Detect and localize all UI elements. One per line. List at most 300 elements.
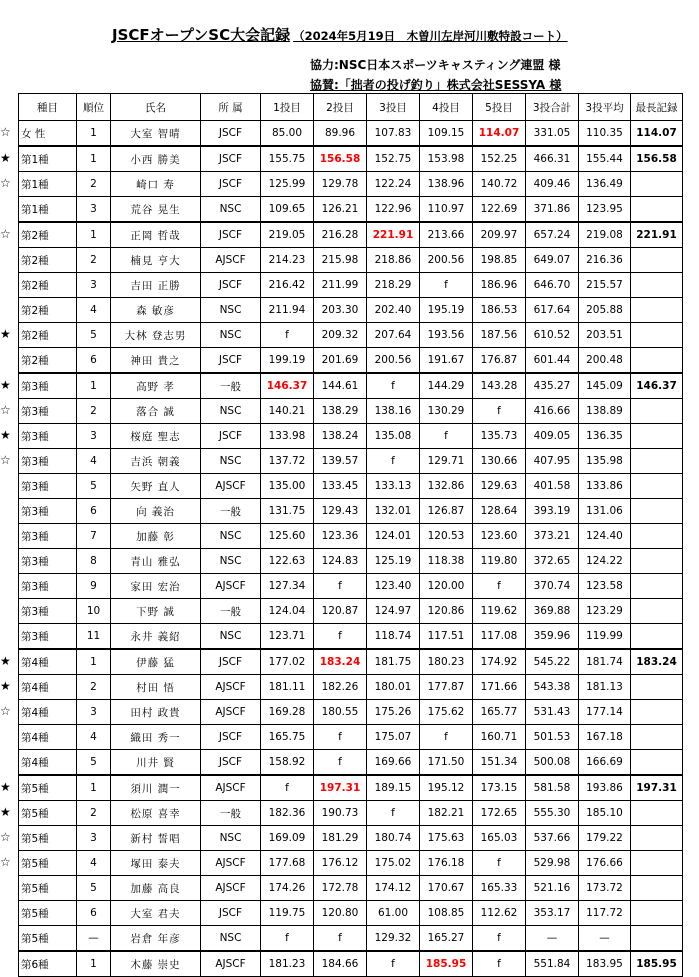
cell-throw-5: 173.15 (473, 775, 526, 801)
cell-sum3: 401.58 (526, 474, 579, 499)
page-title: JSCFオープンSC大会記録 (112, 26, 291, 44)
cell-sum3: 601.44 (526, 348, 579, 374)
col-header-category: 種目 (19, 94, 77, 121)
cell-best (631, 172, 683, 197)
cell-throw-1: 181.23 (261, 951, 314, 977)
cell-throw-4: 213.66 (420, 222, 473, 248)
cell-category (19, 951, 77, 977)
cell-category (0, 121, 77, 147)
cell-throw-1: 177.02 (261, 649, 314, 675)
cell-category (19, 599, 77, 624)
outline-star-icon: ☆ (0, 704, 11, 718)
cell-category (0, 146, 77, 172)
cell-avg3: 133.86 (579, 474, 631, 499)
cell-name: 荒谷 晃生 (111, 197, 201, 223)
cell-sum3: 372.65 (526, 549, 579, 574)
cell-rank: 1 (77, 222, 111, 248)
cell-rank: 5 (77, 474, 111, 499)
cell-affiliation: NSC (201, 399, 261, 424)
cell-avg3: 123.95 (579, 197, 631, 223)
cell-avg3: 117.72 (579, 901, 631, 926)
cell-throw-4: 138.96 (420, 172, 473, 197)
cell-name: 大室 君夫 (111, 901, 201, 926)
cell-best: 197.31 (631, 775, 683, 801)
cell-throw-1: 146.37 (261, 373, 314, 399)
cell-avg3: 200.48 (579, 348, 631, 374)
cell-category (19, 273, 77, 298)
cell-rank: 2 (77, 675, 111, 700)
cell-throw-2: 133.45 (314, 474, 367, 499)
cell-rank: 1 (77, 951, 111, 977)
cell-throw-2: 176.12 (314, 851, 367, 876)
table-row (19, 826, 683, 851)
cell-throw-1: 219.05 (261, 222, 314, 248)
cell-throw-1: 199.19 (261, 348, 314, 374)
cell-best (631, 599, 683, 624)
cell-throw-3: 218.29 (367, 273, 420, 298)
cell-best (631, 248, 683, 273)
cell-throw-2: 197.31 (314, 775, 367, 801)
cell-throw-1: 135.00 (261, 474, 314, 499)
cell-throw-3: 122.96 (367, 197, 420, 223)
cell-rank: 11 (77, 624, 111, 650)
cell-name: 正岡 哲哉 (111, 222, 201, 248)
table-row (19, 801, 683, 826)
cell-throw-3: 107.83 (367, 121, 420, 147)
table-row (19, 298, 683, 323)
cell-throw-3: 189.15 (367, 775, 420, 801)
cell-best (631, 524, 683, 549)
cell-throw-4: 108.85 (420, 901, 473, 926)
outline-star-icon: ☆ (0, 125, 11, 139)
cell-category (19, 474, 77, 499)
cell-rank: 3 (77, 700, 111, 725)
cell-sum3: 545.22 (526, 649, 579, 675)
filled-star-icon: ★ (0, 378, 11, 392)
col-header-affiliation: 所 属 (201, 94, 261, 121)
cell-throw-3: 180.74 (367, 826, 420, 851)
cell-avg3: 136.35 (579, 424, 631, 449)
cell-throw-4: 165.27 (420, 926, 473, 952)
cell-name: 伊藤 猛 (111, 649, 201, 675)
cell-avg3: 203.51 (579, 323, 631, 348)
cell-throw-5: 165.03 (473, 826, 526, 851)
table-row (19, 222, 683, 248)
cell-throw-4: 118.38 (420, 549, 473, 574)
cell-affiliation: AJSCF (201, 775, 261, 801)
cell-rank: 6 (77, 348, 111, 374)
filled-star-icon: ★ (0, 780, 11, 794)
table-row (19, 700, 683, 725)
cell-throw-2: 129.78 (314, 172, 367, 197)
cell-throw-1: 181.11 (261, 675, 314, 700)
cell-throw-1: 174.26 (261, 876, 314, 901)
cell-throw-3: 152.75 (367, 146, 420, 172)
cell-affiliation: NSC (201, 298, 261, 323)
page-subtitle: （2024年5月19日 木曽川左岸河川敷特設コート） (293, 29, 568, 43)
filled-star-icon: ★ (0, 679, 11, 693)
cell-category (0, 851, 77, 876)
cell-throw-5: 143.28 (473, 373, 526, 399)
cell-throw-3: 175.02 (367, 851, 420, 876)
cell-rank: 2 (77, 399, 111, 424)
category-label: 第3種 (21, 630, 49, 643)
cell-category (19, 574, 77, 599)
cell-throw-2: 156.58 (314, 146, 367, 172)
cell-sum3: 500.08 (526, 750, 579, 776)
cell-avg3: 205.88 (579, 298, 631, 323)
cell-throw-2: 216.28 (314, 222, 367, 248)
cell-affiliation: JSCF (201, 222, 261, 248)
cell-rank: 4 (77, 725, 111, 750)
filled-star-icon: ★ (0, 151, 11, 165)
cell-throw-2: 144.61 (314, 373, 367, 399)
cell-throw-3: 175.26 (367, 700, 420, 725)
table-row (19, 649, 683, 675)
cell-throw-2: f (314, 574, 367, 599)
cell-rank: 5 (77, 323, 111, 348)
table-row (19, 675, 683, 700)
cell-throw-5: 186.96 (473, 273, 526, 298)
cell-throw-2: 139.57 (314, 449, 367, 474)
cell-best (631, 725, 683, 750)
cell-best (631, 700, 683, 725)
cell-throw-1: 158.92 (261, 750, 314, 776)
cell-rank: 2 (77, 248, 111, 273)
cell-affiliation: AJSCF (201, 474, 261, 499)
cell-affiliation: JSCF (201, 121, 261, 147)
category-label: 第4種 (21, 756, 49, 769)
cell-throw-1: 119.75 (261, 901, 314, 926)
cell-best: 146.37 (631, 373, 683, 399)
cell-sum3: 657.24 (526, 222, 579, 248)
cell-name: 大室 智晴 (111, 121, 201, 147)
cell-sum3: 416.66 (526, 399, 579, 424)
cell-category (19, 876, 77, 901)
cell-throw-1: 122.63 (261, 549, 314, 574)
category-label: 第3種 (21, 580, 49, 593)
col-header-avg3: 3投平均 (579, 94, 631, 121)
cell-name: 落合 誠 (111, 399, 201, 424)
cell-avg3: 219.08 (579, 222, 631, 248)
cell-sum3: 537.66 (526, 826, 579, 851)
cell-throw-1: 177.68 (261, 851, 314, 876)
cell-best (631, 750, 683, 776)
cell-throw-3: f (367, 449, 420, 474)
category-label: 第4種 (21, 681, 49, 694)
cell-throw-4: 120.00 (420, 574, 473, 599)
cell-throw-3: 175.07 (367, 725, 420, 750)
outline-star-icon: ☆ (0, 453, 11, 467)
category-label: 第5種 (21, 907, 49, 920)
cell-throw-1: 169.28 (261, 700, 314, 725)
cell-throw-3: f (367, 373, 420, 399)
table-row (19, 574, 683, 599)
cell-throw-4: 182.21 (420, 801, 473, 826)
cell-throw-2: 215.98 (314, 248, 367, 273)
category-label: 第4種 (21, 656, 49, 669)
cell-best (631, 499, 683, 524)
cell-throw-1: 182.36 (261, 801, 314, 826)
cell-affiliation: AJSCF (201, 700, 261, 725)
cell-category (0, 700, 77, 725)
cell-throw-1: 127.34 (261, 574, 314, 599)
cell-throw-4: 175.62 (420, 700, 473, 725)
cell-name: 新村 誓唱 (111, 826, 201, 851)
cell-best (631, 801, 683, 826)
cell-throw-3: 202.40 (367, 298, 420, 323)
cell-avg3: 185.10 (579, 801, 631, 826)
cell-name: 矢野 直人 (111, 474, 201, 499)
outline-star-icon: ☆ (0, 176, 11, 190)
cell-rank: 1 (77, 373, 111, 399)
category-label: 第1種 (21, 178, 49, 191)
cell-best (631, 474, 683, 499)
cell-best: 185.95 (631, 951, 683, 977)
category-label: 第2種 (21, 354, 49, 367)
category-label: 第5種 (21, 782, 49, 795)
cell-rank: 6 (77, 499, 111, 524)
table-row (19, 549, 683, 574)
cell-best (631, 876, 683, 901)
cell-name: 桜庭 聖志 (111, 424, 201, 449)
cell-throw-3: 221.91 (367, 222, 420, 248)
cell-avg3: 110.35 (579, 121, 631, 147)
cell-name: 小西 勝美 (111, 146, 201, 172)
cell-name: 青山 雅弘 (111, 549, 201, 574)
table-row (19, 775, 683, 801)
sponsor-credit: 協賛:「拙者の投げ釣り」株式会社SESSYA 様 (310, 78, 562, 92)
cell-throw-5: 123.60 (473, 524, 526, 549)
cell-throw-4: 117.51 (420, 624, 473, 650)
cell-rank: 8 (77, 549, 111, 574)
table-row (19, 499, 683, 524)
cell-avg3: 173.72 (579, 876, 631, 901)
table-row (19, 399, 683, 424)
cell-avg3: 136.49 (579, 172, 631, 197)
table-row (19, 197, 683, 223)
cell-best: 183.24 (631, 649, 683, 675)
cell-throw-2: 172.78 (314, 876, 367, 901)
cell-throw-3: 133.13 (367, 474, 420, 499)
category-label: 第3種 (21, 455, 49, 468)
filled-star-icon: ★ (0, 428, 11, 442)
cell-throw-5: f (473, 951, 526, 977)
cell-name: 永井 義紹 (111, 624, 201, 650)
cell-affiliation: NSC (201, 926, 261, 952)
cell-affiliation: AJSCF (201, 574, 261, 599)
cell-throw-5: 187.56 (473, 323, 526, 348)
cell-affiliation: JSCF (201, 172, 261, 197)
cell-category (0, 222, 77, 248)
cell-throw-4: 110.97 (420, 197, 473, 223)
cell-name: 川井 賢 (111, 750, 201, 776)
cell-sum3: — (526, 926, 579, 952)
cell-affiliation: NSC (201, 449, 261, 474)
records-table (0, 93, 683, 977)
cell-throw-5: 119.62 (473, 599, 526, 624)
category-label: 第5種 (21, 932, 49, 945)
cell-category (0, 449, 77, 474)
category-label: 第3種 (21, 480, 49, 493)
cell-sum3: 649.07 (526, 248, 579, 273)
cell-throw-4: 195.12 (420, 775, 473, 801)
cell-throw-2: 180.55 (314, 700, 367, 725)
cell-sum3: 407.95 (526, 449, 579, 474)
cell-avg3: 135.98 (579, 449, 631, 474)
cell-throw-4: 180.23 (420, 649, 473, 675)
cell-throw-4: 175.63 (420, 826, 473, 851)
table-row (19, 524, 683, 549)
cell-rank: 3 (77, 273, 111, 298)
cooperation-credit: 協力:NSC日本スポーツキャスティング連盟 様 (310, 58, 561, 72)
cell-category (19, 197, 77, 223)
table-row (19, 725, 683, 750)
table-row (19, 851, 683, 876)
category-label: 第3種 (21, 405, 49, 418)
cell-best (631, 624, 683, 650)
cell-best (631, 197, 683, 223)
cell-category (19, 725, 77, 750)
cell-avg3: 124.22 (579, 549, 631, 574)
cell-throw-4: 129.71 (420, 449, 473, 474)
cell-sum3: 373.21 (526, 524, 579, 549)
cell-sum3: 521.16 (526, 876, 579, 901)
cell-category (0, 775, 77, 801)
col-header-throw2: 2投目 (314, 94, 367, 121)
cell-throw-3: 169.66 (367, 750, 420, 776)
cell-rank: 1 (77, 121, 111, 147)
category-label: 第5種 (21, 882, 49, 895)
cell-throw-4: f (420, 273, 473, 298)
cell-affiliation: AJSCF (201, 675, 261, 700)
cell-category (19, 298, 77, 323)
cell-throw-2: 129.43 (314, 499, 367, 524)
cell-throw-5: 174.92 (473, 649, 526, 675)
outline-star-icon: ☆ (0, 227, 11, 241)
col-header-throw3: 3投目 (367, 94, 420, 121)
table-row (19, 146, 683, 172)
cell-name: 木藤 崇史 (111, 951, 201, 977)
category-label: 第2種 (21, 279, 49, 292)
cell-rank: 3 (77, 826, 111, 851)
cell-throw-3: 181.75 (367, 649, 420, 675)
cell-avg3: 166.69 (579, 750, 631, 776)
filled-star-icon: ★ (0, 654, 11, 668)
cell-throw-2: 89.96 (314, 121, 367, 147)
cell-rank: 4 (77, 298, 111, 323)
cell-throw-2: 181.29 (314, 826, 367, 851)
cell-affiliation: AJSCF (201, 248, 261, 273)
table-row (19, 248, 683, 273)
cell-best (631, 675, 683, 700)
category-label: 第6種 (21, 958, 49, 971)
category-label: 第2種 (21, 254, 49, 267)
cell-category (19, 901, 77, 926)
table-row (19, 449, 683, 474)
cell-best (631, 926, 683, 952)
cell-throw-5: 140.72 (473, 172, 526, 197)
cell-throw-4: 132.86 (420, 474, 473, 499)
cell-throw-2: 123.36 (314, 524, 367, 549)
cell-throw-5: 151.34 (473, 750, 526, 776)
cell-throw-2: 211.99 (314, 273, 367, 298)
cell-sum3: 466.31 (526, 146, 579, 172)
cell-rank: 5 (77, 750, 111, 776)
cell-name: 吉田 正勝 (111, 273, 201, 298)
cell-throw-3: 180.01 (367, 675, 420, 700)
cell-best (631, 298, 683, 323)
table-row (19, 624, 683, 650)
cell-throw-1: f (261, 926, 314, 952)
cell-throw-5: 209.97 (473, 222, 526, 248)
cell-name: 崎口 寿 (111, 172, 201, 197)
cell-throw-5: 152.25 (473, 146, 526, 172)
cell-throw-4: 130.29 (420, 399, 473, 424)
cell-avg3: 177.14 (579, 700, 631, 725)
cell-category (0, 675, 77, 700)
cell-throw-3: 200.56 (367, 348, 420, 374)
cell-best (631, 851, 683, 876)
cell-category (0, 649, 77, 675)
cell-affiliation: JSCF (201, 348, 261, 374)
cell-sum3: 353.17 (526, 901, 579, 926)
table-row (19, 273, 683, 298)
cell-name: 村田 悟 (111, 675, 201, 700)
cell-throw-3: 135.08 (367, 424, 420, 449)
cell-avg3: 124.40 (579, 524, 631, 549)
cell-affiliation: AJSCF (201, 876, 261, 901)
table-row (19, 121, 683, 147)
cell-throw-5: 186.53 (473, 298, 526, 323)
cell-sum3: 371.86 (526, 197, 579, 223)
cell-throw-2: 138.24 (314, 424, 367, 449)
cell-throw-3: f (367, 801, 420, 826)
cell-name: 大林 登志男 (111, 323, 201, 348)
cell-affiliation: 一般 (201, 373, 261, 399)
cell-throw-5: 172.65 (473, 801, 526, 826)
cell-best (631, 901, 683, 926)
cell-best (631, 348, 683, 374)
cell-avg3: 181.13 (579, 675, 631, 700)
cell-avg3: 123.58 (579, 574, 631, 599)
cell-category (0, 373, 77, 399)
cell-name: 神田 貴之 (111, 348, 201, 374)
cell-category (19, 348, 77, 374)
cell-avg3: 155.44 (579, 146, 631, 172)
cell-throw-1: 140.21 (261, 399, 314, 424)
cell-throw-4: 144.29 (420, 373, 473, 399)
cell-avg3: 123.29 (579, 599, 631, 624)
cell-throw-1: 155.75 (261, 146, 314, 172)
cell-sum3: 369.88 (526, 599, 579, 624)
cell-best: 114.07 (631, 121, 683, 147)
cell-affiliation: NSC (201, 624, 261, 650)
cell-name: 加藤 彰 (111, 524, 201, 549)
cell-throw-2: f (314, 624, 367, 650)
cell-throw-4: 126.87 (420, 499, 473, 524)
cell-avg3: — (579, 926, 631, 952)
cell-avg3: 193.86 (579, 775, 631, 801)
cell-throw-1: 133.98 (261, 424, 314, 449)
cell-best (631, 424, 683, 449)
cell-affiliation: AJSCF (201, 951, 261, 977)
cell-throw-4: 171.50 (420, 750, 473, 776)
cell-throw-5: 119.80 (473, 549, 526, 574)
cell-throw-2: 190.73 (314, 801, 367, 826)
col-header-throw4: 4投目 (420, 94, 473, 121)
cell-sum3: 435.27 (526, 373, 579, 399)
